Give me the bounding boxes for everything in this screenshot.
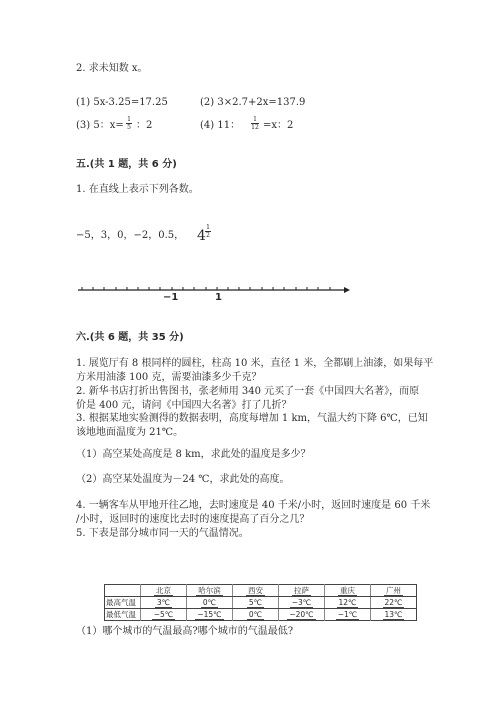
table-cell: 5℃: [233, 597, 279, 609]
q1-line-2: 方米用油漆 100 克，需要油漆多少千克？: [76, 372, 262, 383]
q1-line-1: 1. 展览厅有 8 根同样的圆柱，柱高 10 米，直径 1 米，全都刷上油漆，如果每平: [76, 358, 434, 369]
city-header: 广州: [371, 585, 417, 597]
table-cell: 0℃: [187, 597, 233, 609]
number-line-arrow: [344, 287, 350, 293]
section5-question: 1. 在直线上表示下列各数。: [76, 184, 199, 195]
table-cell: 22℃: [371, 597, 417, 609]
q3-line-2: 该地地面温度为 21℃。: [76, 427, 184, 438]
q2-line-1: 2. 新华书店打折出售图书，张老师用 340 元买了一套《中国四大名著》，而原: [76, 386, 420, 397]
fraction-denominator: 12: [251, 124, 259, 131]
q5-sub-1: （1）哪个城市的气温最高?哪个城市的气温最低?: [76, 626, 294, 637]
table-cell: 3℃: [141, 597, 187, 609]
tick-label-minus-one: −1: [163, 292, 179, 303]
row-label-high: 最高气温: [105, 597, 141, 609]
temperature-table: [104, 584, 417, 621]
tick-label-one: 1: [215, 292, 222, 303]
table-cell: 13℃: [371, 609, 417, 621]
numbers-list: −5，3，0，−2，0.5，: [76, 230, 185, 241]
fraction-numerator: 1: [206, 224, 210, 231]
table-cell: 12℃: [325, 597, 371, 609]
table-cell: 0℃: [233, 609, 279, 621]
q2-item-4-right: =x：2: [263, 120, 294, 131]
q3-sub-1: （1）高空某处高度是 8 km，求此处的温度是多少？: [76, 449, 311, 460]
q2-item-4-fraction: [251, 116, 259, 131]
q5-line: 5. 下表是部分城市同一天的气温情况。: [76, 528, 249, 539]
fraction-numerator: 1: [253, 116, 257, 123]
q2-item-4-left: (4) 11：: [200, 120, 241, 131]
number-line: [76, 283, 352, 299]
city-header: 西安: [233, 585, 279, 597]
table-cell: −15℃: [187, 609, 233, 621]
mixed-number-whole: 4: [197, 228, 206, 244]
mixed-number-fraction: [205, 224, 211, 239]
q2-item-3-fraction: [126, 116, 132, 131]
city-header: 哈尔滨: [187, 585, 233, 597]
table-cell: −20℃: [279, 609, 325, 621]
q4-line-1: 4. 一辆客车从甲地开往乙地，去时速度是 40 千米/小时，返回时速度是 60 千米: [76, 500, 431, 511]
section6-heading: 六.(共 6 题，共 35 分): [76, 332, 184, 343]
section5-heading: 五.(共 1 题，共 6 分): [76, 159, 177, 170]
q2-item-2: (2) 3×2.7+2x=137.9: [200, 97, 306, 108]
fraction-denominator: 5: [127, 124, 131, 131]
table-corner-cell: [105, 585, 141, 597]
q3-sub-2: （2）高空某处温度为－24 ℃，求此处的高度。: [76, 474, 290, 485]
table-cell: −1℃: [325, 609, 371, 621]
q2-title: 2. 求未知数 x。: [76, 63, 148, 74]
city-header: 重庆: [325, 585, 371, 597]
fraction-numerator: 1: [127, 116, 131, 123]
q3-line-1: 3. 根据某地实验测得的数据表明，高度每增加 1 km，气温大约下降 6℃，已知: [76, 413, 428, 424]
q2-item-3-left: (3) 5：x=: [76, 120, 124, 131]
table-row: [105, 597, 417, 609]
q4-line-2: /小时，返回时的速度比去时的速度提高了百分之几？: [76, 514, 310, 525]
q2-item-1: (1) 5x-3.25=17.25: [76, 97, 168, 108]
row-label-low: 最低气温: [106, 610, 136, 619]
q2-item-3-right: ：2: [136, 120, 153, 131]
table-header-row: [105, 585, 417, 597]
city-header: 拉萨: [279, 585, 325, 597]
table-cell: −3℃: [279, 597, 325, 609]
fraction-denominator: 2: [206, 232, 210, 239]
table-row: [105, 609, 417, 621]
city-header: 北京: [141, 585, 187, 597]
table-cell: −5℃: [141, 609, 187, 621]
q2-line-2: 价是 400 元，请问《中国四大名著》打了几折？: [76, 400, 292, 411]
